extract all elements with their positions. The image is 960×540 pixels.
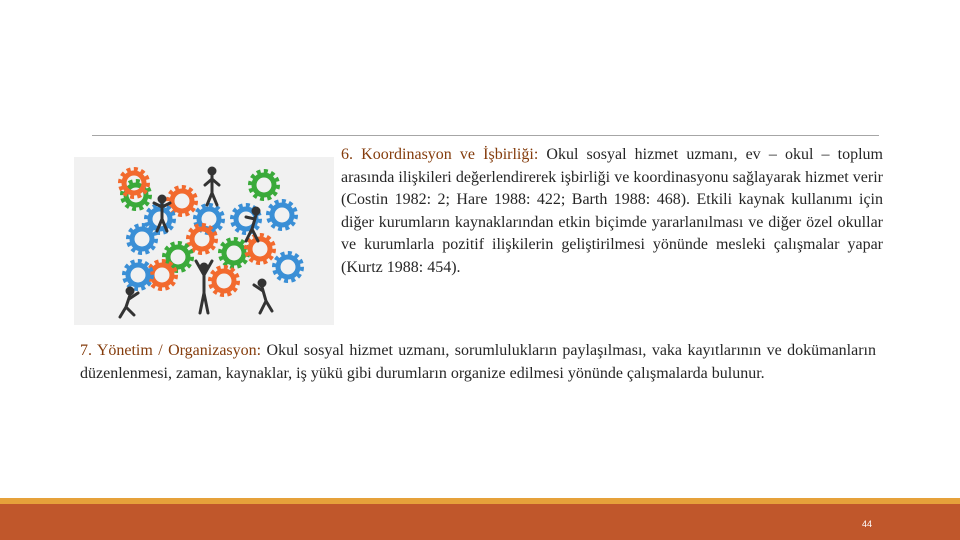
section-7-paragraph [80, 340, 876, 385]
section-6-paragraph [341, 144, 883, 279]
section-7-body: Okul sosyal hizmet uzmanı, sorumlulukların paylaşılması, vaka kayıtlarının ve dokümanların düzenlenmesi, zaman, kaynaklar, iş yükü gibi durumların organize edilmesi yönünde çalışmalarda bulunur. [80, 342, 877, 382]
section-7-heading: 7. Yönetim / Organizasyon: [80, 342, 262, 359]
footer-bar [0, 504, 960, 540]
page-number: 44 [862, 519, 873, 529]
section-6-heading: 6. Koordinasyon ve İşbirliği: [341, 146, 539, 163]
teamwork-gears-icon [74, 157, 334, 325]
top-divider [92, 135, 879, 136]
section-6-body: Okul sosyal hizmet uzmanı, ev – okul – toplum arasında ilişkileri değerlendirerek işbirliği ve koordinasyonu sağlayarak hizmet verir (Costin 1982: 2; Hare 1988: 422; Barth 1988: 468). Etkili kaynak kullanımı için diğer kurumların kaynaklarından etkin biçimde yararlanılması ve diğer özel okullar ve kurumlarla pozitif ilişkilerin geliştirilmesi yönünde mesleki çalışmalar yapar (Kurtz 1988: 454). [341, 146, 884, 276]
teamwork-gears-illustration [74, 157, 334, 325]
